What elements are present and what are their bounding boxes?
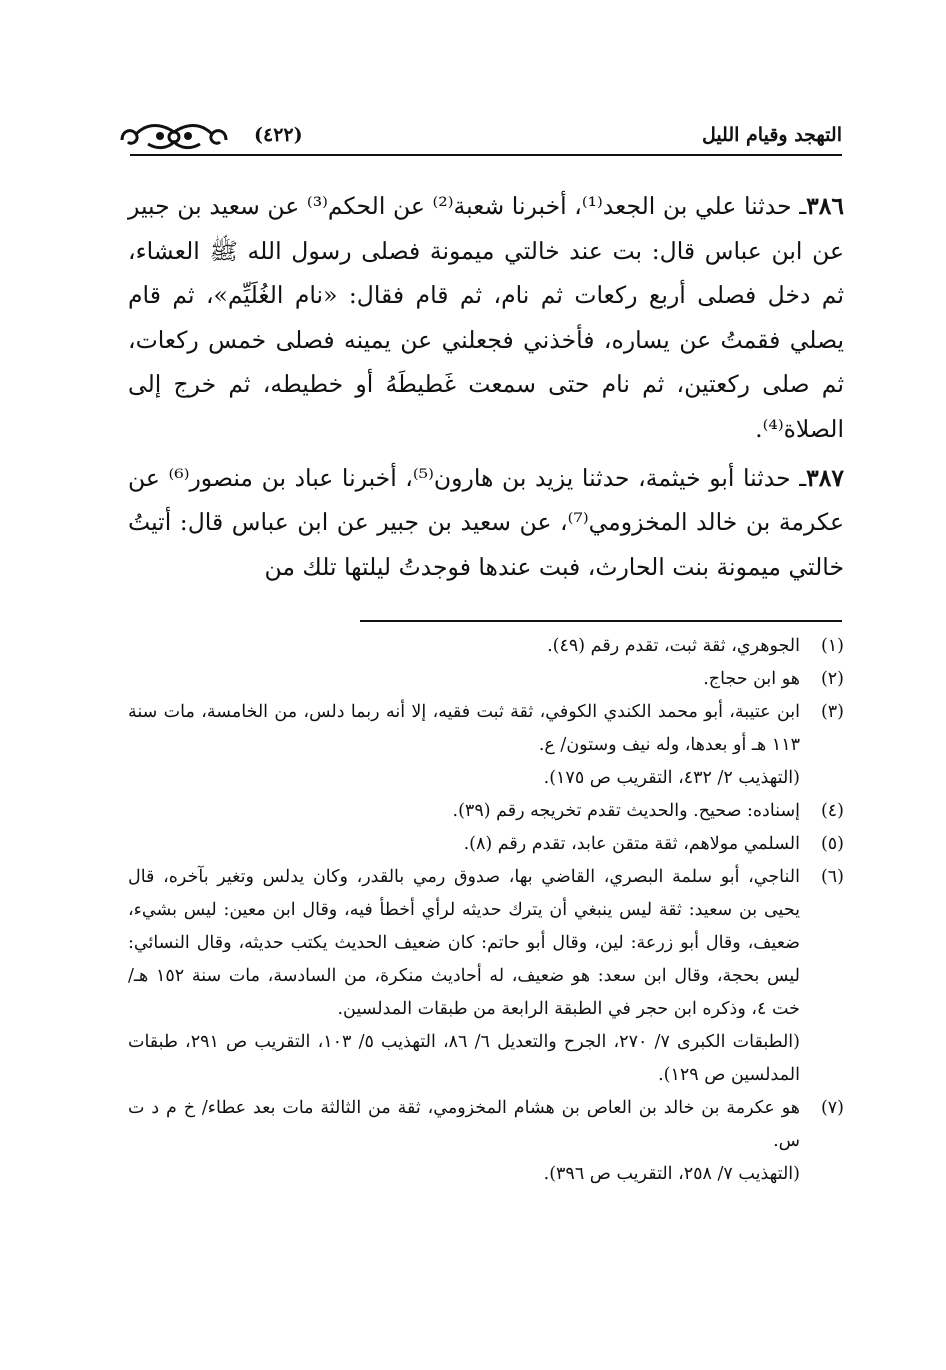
footnote-text: هو ابن حجاج. (703, 669, 800, 689)
footnote-text: الناجي، أبو سلمة البصري، القاضي بها، صدوق رمي بالقدر، وكان يدلس وتغير بآخره، قال يحيى بن سعيد: ثقة ليس ينبغي أن يترك حديثه لرأي أخطأ فيه، وقال ابن معين: ليس بشيء، ضعيف، وقال أبو زرعة: لين، وقال أبو حاتم: كان ضعيف الحديث يكتب حديثه، وقال النسائي: ليس بحجة، وقال ابن سعد: هو ضعيف، له أحاديث منكرة، من السادسة، مات سنة ١٥٢ هـ/ خت ٤، وذكره ابن حجر في الطبقة الرابعة من طبقات المدلسين. (128, 867, 800, 1019)
hadith-text: ـ حدثنا أبو خيثمة، حدثنا يزيد بن هارون⁽⁵⁾، أخبرنا عباد بن منصور⁽⁶⁾ عن عكرمة بن خالد المخزومي⁽⁷⁾، عن سعيد بن جبير عن ابن عباس قال: أتيتُ خالتي ميمونة بنت الحارث، فبت عندها فوجدتُ ليلتها تلك من (128, 463, 844, 581)
footnote (128, 861, 844, 1092)
footnote-number: (١) (820, 636, 844, 656)
footnote-reference: (التهذيب ٧/ ٢٥٨، التقريب ص ٣٩٦). (543, 1164, 800, 1184)
footnote-number: (٣) (820, 702, 844, 722)
footnote-text: ابن عتيبة، أبو محمد الكندي الكوفي، ثقة ثبت فقيه، إلا أنه ربما دلس، من الخامسة، مات سنة ١١٣ هـ أو بعدها، وله نيف وستون/ ع. (128, 702, 800, 755)
page-number: (٤٢٢) (254, 124, 303, 146)
footnote-number: (٥) (820, 834, 844, 854)
running-title: التهجد وقيام الليل (701, 124, 842, 146)
main-text (128, 184, 844, 593)
footnote-reference: (التهذيب ٢/ ٤٣٢، التقريب ص ١٧٥). (543, 768, 800, 788)
footnote-reference: (الطبقات الكبرى ٧/ ٢٧٠، الجرح والتعديل ٦/ ٨٦، التهذيب ٥/ ١٠٣، التقريب ص ٢٩١، طبقات المدلسين ص ١٢٩). (128, 1032, 800, 1085)
header-divider (130, 154, 842, 156)
footnote-text: هو عكرمة بن خالد بن العاص بن هشام المخزومي، ثقة من الثالثة مات بعد عطاء/ خ م د ت س. (128, 1098, 800, 1151)
page-header (130, 118, 842, 154)
footnote (128, 630, 844, 663)
footnote-text: إسناده: صحيح. والحديث تقدم تخريجه رقم (٣٩). (452, 801, 800, 821)
ornament-icon (118, 120, 230, 154)
footnote-text: السلمي مولاهم، ثقة متقن عابد، تقدم رقم (٨). (463, 834, 800, 854)
footnote (128, 795, 844, 828)
hadith-text: ـ حدثنا علي بن الجعد⁽¹⁾، أخبرنا شعبة⁽²⁾ عن الحكم⁽³⁾ عن سعيد بن جبير عن ابن عباس قال: بت عند خالتي ميمونة فصلى رسول الله ﷺ العشاء، ثم دخل فصلى أربع ركعات ثم نام، ثم قام فقال: «نام الغُلَيِّم»، ثم قام يصلي فقمتُ عن يساره، فأخذني فجعلني عن يمينه فصلى خمس ركعات، ثم صلى ركعتين، ثم نام حتى سمعت غَطيطَهُ أو خطيطه، ثم خرج إلى الصلاة⁽⁴⁾. (128, 192, 844, 443)
footnote-number: (٦) (820, 867, 844, 887)
footnote-number: (٢) (820, 669, 844, 689)
hadith-number: ٣٨٦ (806, 192, 844, 220)
footnote-divider (360, 620, 842, 622)
footnote-text: الجوهري، ثقة ثبت، تقدم رقم (٤٩). (547, 636, 800, 656)
footnote-number: (٤) (820, 801, 844, 821)
footnote (128, 696, 844, 795)
hadith-paragraph (128, 456, 844, 590)
footnote (128, 1092, 844, 1191)
footnotes (128, 630, 844, 1191)
footnote-number: (٧) (820, 1098, 844, 1118)
footnote (128, 663, 844, 696)
hadith-number: ٣٨٧ (806, 463, 844, 492)
footnote (128, 828, 844, 861)
hadith-paragraph (128, 184, 844, 452)
